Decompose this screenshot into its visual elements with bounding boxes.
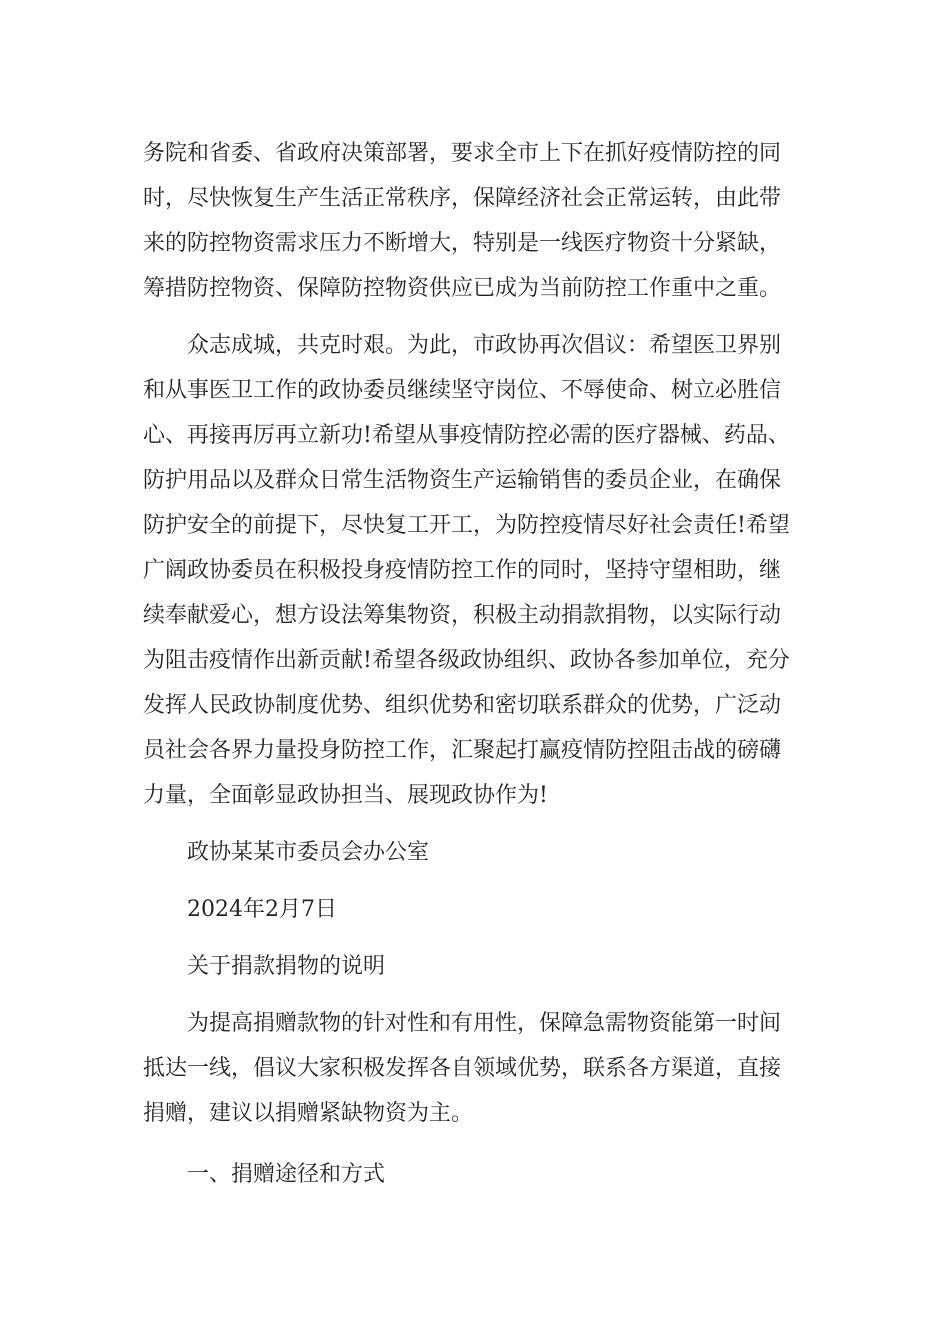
text-line: 防护用品以及群众日常生活物资生产运输销售的委员企业，在确保 (143, 468, 782, 493)
text-line: 发挥人民政协制度优势、组织优势和密切联系群众的优势，广泛动 (143, 693, 782, 718)
section-title-donation-notes (143, 944, 807, 989)
paragraph-decision-context (143, 131, 807, 311)
text-line: 众志成城，共克时艰。为此，市政协再次倡议：希望医卫界别 (187, 333, 782, 358)
text-line: 时，尽快恢复生产生活正常秩序，保障经济社会正常运转，由此带 (143, 186, 782, 211)
text-line: 为阻击疫情作出新贡献!希望各级政协组织、政协各参加单位，充分 (143, 648, 790, 673)
section-heading-donation-methods (143, 1152, 807, 1197)
text-line: 一、捐赠途径和方式 (187, 1162, 386, 1187)
signature-organization (143, 830, 807, 875)
text-line: 力量，全面彰显政协担当、展现政协作为! (143, 783, 548, 808)
document-body (143, 131, 807, 1197)
text-line: 续奉献爱心，想方设法筹集物资，积极主动捐款捐物，以实际行动 (143, 603, 782, 628)
text-line: 心、再接再厉再立新功!希望从事疫情防控必需的医疗器械、药品、 (143, 423, 790, 448)
signature-date (143, 887, 807, 932)
text-line: 捐赠，建议以捐赠紧缺物资为主。 (143, 1101, 474, 1126)
text-line: 抵达一线，倡议大家积极发挥各自领域优势，联系各方渠道，直接 (143, 1056, 782, 1081)
text-line: 政协某某市委员会办公室 (187, 840, 430, 865)
text-line: 员社会各界力量投身防控工作，汇聚起打赢疫情防控阻击战的磅礴 (143, 738, 782, 763)
text-line: 防护安全的前提下，尽快复工开工，为防控疫情尽好社会责任!希望 (143, 513, 790, 538)
text-line: 广阔政协委员在积极投身疫情防控工作的同时，坚持守望相助，继 (143, 558, 782, 583)
text-line: 为提高捐赠款物的针对性和有用性，保障急需物资能第一时间 (187, 1011, 782, 1036)
paragraph-donation-guidance (143, 1001, 807, 1136)
text-line: 务院和省委、省政府决策部署，要求全市上下在抓好疫情防控的同 (143, 141, 782, 166)
text-line: 关于捐款捐物的说明 (187, 954, 386, 979)
text-line: 2024年2月7日 (187, 897, 337, 922)
text-line: 筹措防控物资、保障防控物资供应已成为当前防控工作重中之重。 (143, 276, 782, 301)
paragraph-initiative (143, 323, 807, 818)
text-line: 和从事医卫工作的政协委员继续坚守岗位、不辱使命、树立必胜信 (143, 378, 782, 403)
text-line: 来的防控物资需求压力不断增大，特别是一线医疗物资十分紧缺， (143, 231, 782, 256)
